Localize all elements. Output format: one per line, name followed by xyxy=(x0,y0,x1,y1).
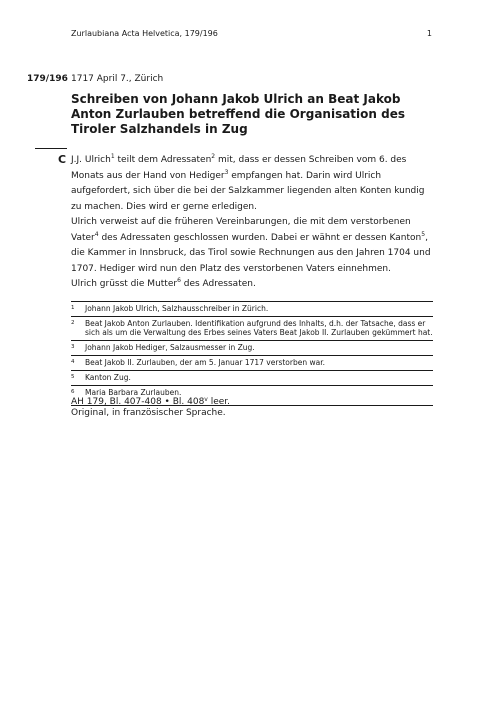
document-date-place: 1717 April 7., Zürich xyxy=(71,74,164,84)
archive-note: Original, in französischer Sprache. xyxy=(71,408,226,418)
footnote-text: Maria Barbara Zurlauben. xyxy=(85,388,182,397)
footnote-number: 1 xyxy=(71,305,75,311)
regest-body xyxy=(71,153,435,293)
footnote-number: 6 xyxy=(71,389,75,395)
section-rule xyxy=(35,148,67,149)
footnote-ref[interactable]: 6 xyxy=(177,277,181,284)
paragraph-3: Ulrich grüsst die Mutter$^6$ des Adressaten. xyxy=(71,277,256,289)
footnote-ref[interactable]: 2 xyxy=(211,153,216,160)
footnote-number: 5 xyxy=(71,374,75,380)
footnote-text: Johann Jakob Ulrich, Salzhausschreiber in Zürich. xyxy=(85,304,269,313)
running-head: Zurlaubiana Acta Helvetica, 179/196 xyxy=(71,29,218,38)
page-number: 1 xyxy=(426,29,432,38)
document-number: 179/196 xyxy=(27,74,68,84)
archive-info xyxy=(71,397,435,419)
footnote-text: Kanton Zug. xyxy=(85,373,131,382)
footnote-ref[interactable]: 5 xyxy=(421,230,426,238)
footnote-number: 2 xyxy=(71,320,75,326)
footnote-ref[interactable]: 1 xyxy=(110,153,115,160)
footnote xyxy=(71,370,433,385)
section-marker: C xyxy=(58,153,67,166)
footnotes xyxy=(71,301,433,406)
footnote-number: 4 xyxy=(71,359,75,365)
footnote xyxy=(71,355,433,370)
footnote-text: Beat Jakob II. Zurlauben, der am 5. Januar 1717 verstorben war. xyxy=(85,358,325,367)
footnote-text: Beat Jakob Anton Zurlauben. Identifikation aufgrund des Inhalts, d.h. der Tatsache, dass er sich als um die Verwaltung des Erbes seines Vaters Beat Jakob II. Zurlauben gekümmert hat. xyxy=(85,319,433,337)
document-title: Schreiben von Johann Jakob Ulrich an Beat Jakob Anton Zurlauben betreffend die Organisation des Tiroler Salzhandels in Zug xyxy=(71,92,405,136)
footnote xyxy=(71,340,433,355)
archive-reference: AH 179, Bl. 407-408 • Bl. 408$^v$ leer. xyxy=(71,396,231,407)
paragraph-2: Ulrich verweist auf die früheren Vereinbarungen, die mit dem verstorbenen Vater$^4$ des Adressaten geschlossen wurden. Dabei er wähnt er dessen Kanton$^5$, die Kammer in Innsbruck, das Tirol sowie Rechnungen aus den Jahren 1704 und 1707. Hediger wird nun den Platz des verstorbenen Vaters einnehmen. xyxy=(71,217,431,274)
footnote xyxy=(71,301,433,316)
footnote xyxy=(71,316,433,340)
footnote-number: 3 xyxy=(71,344,75,350)
paragraph-1: J.J. Ulrich$^1$ teilt dem Adressaten$^2$ mit, dass er dessen Schreiben vom 6. des Monats aus der Hand von Hediger$^3$ empfangen hat. Darin wird Ulrich aufgefordert, sich über die bei der Salzkammer liegenden alten Konten kundig zu machen. Dies wird er gerne erledigen. xyxy=(71,153,425,212)
footnote-ref[interactable]: 3 xyxy=(224,168,229,176)
footnote-text: Johann Jakob Hediger, Salzausmesser in Zug. xyxy=(85,343,255,352)
footnote-ref[interactable]: 4 xyxy=(94,230,99,238)
